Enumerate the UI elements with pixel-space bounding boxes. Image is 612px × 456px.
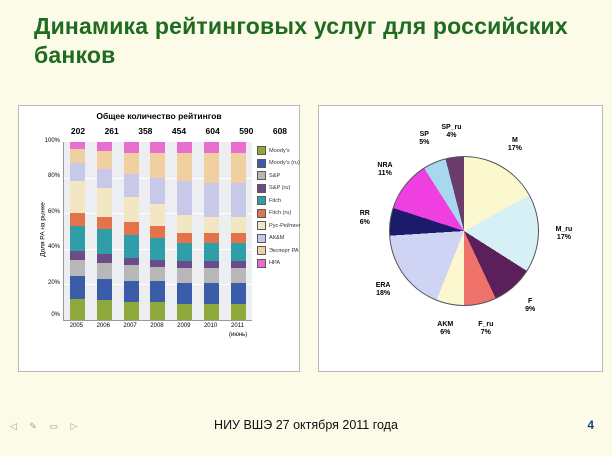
bar-segment — [177, 261, 192, 268]
legend-item — [257, 159, 299, 168]
legend-item — [257, 234, 299, 243]
legend-swatch — [257, 196, 266, 205]
legend-item — [257, 221, 299, 230]
page-number: 4 — [587, 418, 594, 432]
bar-segment — [204, 142, 219, 153]
pie-slice-label: RR 6% — [359, 210, 370, 226]
bar-column — [97, 142, 112, 320]
legend-swatch — [257, 159, 266, 168]
totals-row — [63, 126, 295, 136]
pie-slice-label: ERA 18% — [375, 281, 391, 297]
bar-segment — [204, 233, 219, 244]
bar-segment — [97, 151, 112, 169]
bar-segment — [177, 142, 192, 153]
pie-slice-label: SP_ru 4% — [441, 123, 462, 139]
legend-item — [257, 184, 299, 193]
bar-segment — [150, 204, 165, 225]
legend-swatch — [257, 171, 266, 180]
bar-segment — [97, 217, 112, 229]
legend-item — [257, 146, 299, 155]
bar-segment — [204, 304, 219, 320]
legend-item — [257, 171, 299, 180]
bar-segment — [150, 178, 165, 205]
bar-segment — [177, 304, 192, 320]
bar-segment — [124, 258, 139, 265]
pie-slice-label: F 9% — [525, 298, 536, 314]
bar-segment — [124, 142, 139, 153]
total-value: 604 — [205, 126, 220, 136]
legend-label: Fitch (ru) — [269, 210, 292, 216]
legend-label: Moody's — [269, 147, 290, 154]
legend-label: Эксперт РА — [269, 247, 299, 254]
bar-segment — [204, 261, 219, 268]
bar-segment — [177, 233, 192, 244]
y-tick: 0% — [51, 312, 60, 318]
total-value: 261 — [104, 126, 119, 136]
pie-slice-label: M_ru 17% — [555, 226, 573, 242]
legend-swatch — [257, 146, 266, 155]
legend-label: Рус-Рейтинг — [269, 222, 301, 229]
legend-swatch — [257, 234, 266, 243]
bar-segment — [231, 261, 246, 268]
legend-swatch — [257, 259, 266, 268]
bar-segment — [150, 302, 165, 320]
y-tick: 60% — [47, 209, 60, 215]
total-value: 202 — [70, 126, 86, 136]
pie-slice-label: M 17% — [507, 136, 522, 152]
bar-segment — [150, 142, 165, 153]
bar-segment — [70, 251, 85, 260]
bar-segment — [70, 276, 85, 299]
pie-slice-label: SP 5% — [419, 131, 430, 147]
bar-segment — [150, 153, 165, 178]
legend-item — [257, 246, 299, 255]
navigation-icons[interactable]: ◁ ✎ ▭ ▷ — [10, 421, 83, 431]
bar-segment — [231, 304, 246, 320]
bar-segment — [177, 215, 192, 233]
bar-segment — [124, 235, 139, 258]
bar-segment — [97, 254, 112, 263]
bar-segment — [124, 302, 139, 320]
total-value: 590 — [239, 126, 254, 136]
x-axis-labels — [63, 323, 251, 329]
stacked-bar-chart — [18, 105, 300, 372]
legend-label: S&P (ru) — [269, 185, 291, 191]
x-axis-sublabel: (июнь) — [229, 332, 248, 338]
legend-label: АК&М — [269, 235, 285, 241]
y-tick: 80% — [47, 173, 60, 179]
total-value: 608 — [272, 126, 288, 136]
total-value: 358 — [138, 126, 153, 136]
bar-segment — [124, 174, 139, 197]
legend-label: Fitch — [269, 197, 282, 204]
legend-swatch — [257, 184, 266, 193]
bar-segment — [97, 142, 112, 151]
legend-item — [257, 196, 299, 205]
bar-segment — [231, 233, 246, 244]
bar-segment — [204, 183, 219, 217]
y-tick: 40% — [47, 244, 60, 250]
y-tick: 100% — [44, 138, 60, 144]
bar-segment — [150, 238, 165, 259]
bar-segment — [231, 268, 246, 282]
total-value: 454 — [171, 126, 187, 136]
bar-segment — [97, 279, 112, 300]
bar-segment — [150, 281, 165, 302]
x-tick: 2009 — [177, 323, 191, 329]
x-tick: 2005 — [69, 323, 84, 329]
bar-segment — [97, 169, 112, 189]
bar-segment — [70, 213, 85, 225]
y-axis-label: Доля РА на рынке — [39, 202, 47, 257]
bar-column — [150, 142, 165, 320]
bar-segment — [177, 181, 192, 215]
bar-segment — [204, 243, 219, 261]
bar-segment — [70, 299, 85, 320]
bar-segment — [70, 260, 85, 276]
bar-column — [124, 142, 139, 320]
legend-item — [257, 259, 299, 268]
bar-column — [70, 142, 85, 320]
bar-column — [177, 142, 192, 320]
legend-swatch — [257, 209, 266, 218]
bar-segment — [70, 149, 85, 163]
legend-label: НРА — [269, 260, 281, 266]
bar-segment — [124, 281, 139, 302]
bar-segment — [70, 181, 85, 213]
bar-column — [204, 142, 219, 320]
pie-slice-label: NRA 11% — [377, 161, 393, 177]
bar-segment — [231, 243, 246, 261]
legend-swatch — [257, 246, 266, 255]
y-tick: 20% — [47, 280, 60, 286]
bar-segment — [150, 260, 165, 267]
bar-segment — [231, 153, 246, 183]
chart-legend — [257, 146, 299, 271]
bar-segment — [177, 243, 192, 261]
bar-column — [231, 142, 246, 320]
bar-segment — [124, 153, 139, 174]
bar-segment — [97, 229, 112, 254]
bar-segment — [150, 267, 165, 281]
bar-segment — [97, 188, 112, 216]
bar-columns — [64, 142, 252, 320]
bar-segment — [70, 226, 85, 251]
bar-segment — [231, 217, 246, 233]
bar-segment — [70, 163, 85, 181]
bar-segment — [97, 263, 112, 279]
bar-segment — [124, 197, 139, 222]
bar-segment — [70, 142, 85, 149]
bar-segment — [231, 283, 246, 304]
bar-segment — [150, 226, 165, 238]
x-tick: 2007 — [123, 323, 137, 329]
x-tick: 2006 — [96, 323, 110, 329]
bar-segment — [177, 283, 192, 304]
legend-label: Moody's (ru) — [269, 160, 300, 166]
chart-title: Общее количество рейтингов — [96, 111, 222, 121]
bar-segment — [204, 153, 219, 183]
bar-segment — [204, 268, 219, 282]
page-title: Динамика рейтинговых услуг для российских банков — [34, 13, 568, 68]
bar-segment — [177, 268, 192, 282]
bar-segment — [97, 300, 112, 320]
plot-area — [44, 138, 252, 321]
bar-segment — [124, 222, 139, 234]
x-tick: 2011 — [231, 323, 244, 329]
bar-segment — [177, 153, 192, 181]
bar-segment — [231, 142, 246, 153]
bar-segment — [231, 183, 246, 217]
pie-slice-label: F_ru 7% — [478, 320, 494, 336]
bar-segment — [204, 217, 219, 233]
pie-slice-label: AKM 6% — [437, 321, 454, 337]
bar-segment — [204, 283, 219, 304]
legend-label: S&P — [269, 172, 281, 179]
x-tick: 2008 — [150, 323, 164, 329]
slide-footer: НИУ ВШЭ 27 октября 2011 года — [214, 418, 398, 432]
pie-graphic — [389, 156, 539, 306]
bar-segment — [124, 265, 139, 281]
pie-chart — [318, 105, 603, 372]
legend-swatch — [257, 221, 266, 230]
pie-area — [389, 156, 539, 306]
legend-item — [257, 209, 299, 218]
x-tick: 2010 — [203, 323, 218, 329]
